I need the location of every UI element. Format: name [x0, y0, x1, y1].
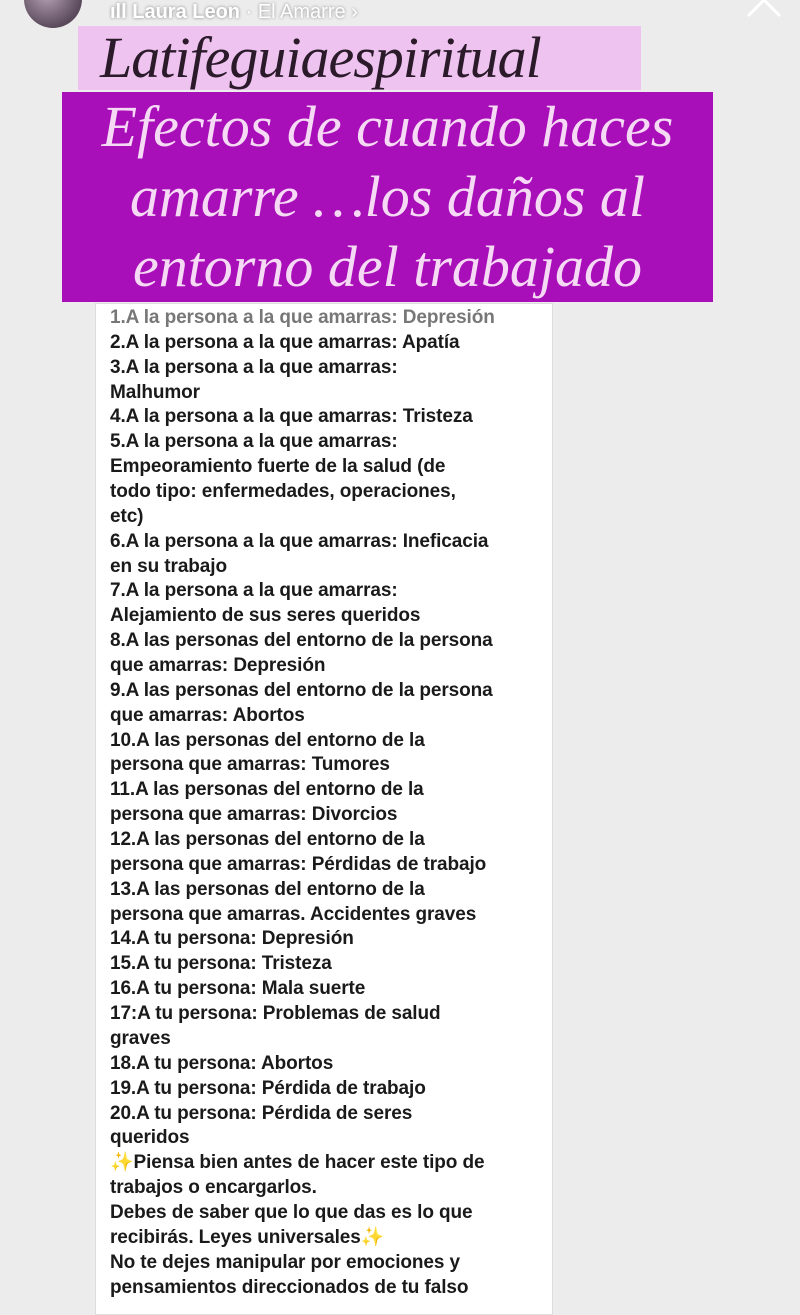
text-line: recibirás. Leyes universales✨	[110, 1226, 385, 1248]
text-line: en su trabajo	[110, 555, 227, 577]
text-line: persona que amarras: Pérdidas de trabajo	[110, 853, 487, 875]
title-banner	[62, 92, 713, 302]
text-line: trabajos o encargarlos.	[110, 1177, 317, 1199]
avatar[interactable]	[24, 0, 82, 28]
text-line: 14.A tu persona: Depresión	[110, 928, 354, 950]
text-line: 18.A tu persona: Abortos	[110, 1052, 334, 1074]
text-line: 1.A la persona a la que amarras: Depresión	[110, 307, 495, 328]
banner-line: Efectos de cuando haces	[101, 94, 674, 159]
text-line: 5.A la persona a la que amarras:	[110, 431, 398, 453]
text-line: 9.A las personas del entorno de la persona	[110, 679, 493, 701]
text-line: etc)	[110, 505, 144, 527]
close-icon[interactable]	[744, 0, 784, 20]
author-name[interactable]: Laura Leon	[132, 1, 241, 23]
text-line: 13.A las personas del entorno de la	[110, 878, 425, 900]
text-line: que amarras: Abortos	[110, 704, 305, 726]
text-line: persona que amarras: Tumores	[110, 754, 390, 776]
text-line: Debes de saber que lo que das es lo que	[110, 1201, 473, 1223]
text-line: 8.A las personas del entorno de la persona	[110, 630, 493, 652]
text-line: 6.A la persona a la que amarras: Ineficacia	[110, 530, 489, 552]
text-line: pensamientos direccionados de tu falso	[110, 1276, 469, 1298]
text-line: 19.A tu persona: Pérdida de trabajo	[110, 1077, 426, 1099]
post-text	[110, 306, 550, 1300]
text-line: Malhumor	[110, 381, 200, 403]
text-line: 16.A tu persona: Mala suerte	[110, 978, 366, 1000]
audio-bars-icon: ıll	[110, 1, 133, 23]
text-line: persona que amarras: Divorcios	[110, 804, 398, 826]
text-line: que amarras: Depresión	[110, 655, 326, 677]
text-line: ✨Piensa bien antes de hacer este tipo de	[110, 1152, 485, 1174]
text-line: 12.A las personas del entorno de la	[110, 829, 425, 851]
banner-line: amarre …los daños al	[129, 164, 646, 229]
story-header[interactable]	[110, 0, 358, 24]
text-line: 7.A la persona a la que amarras:	[110, 580, 398, 602]
text-line: 2.A la persona a la que amarras: Apatía	[110, 331, 460, 353]
text-line: 20.A tu persona: Pérdida de seres	[110, 1102, 413, 1124]
banner-line: entorno del trabajado	[132, 234, 643, 299]
text-line: queridos	[110, 1127, 190, 1149]
brand-text: Latifeguiaespiritual	[100, 25, 541, 90]
text-line: 17:A tu persona: Problemas de salud	[110, 1003, 441, 1025]
text-line: No te dejes manipular por emociones y	[110, 1251, 461, 1273]
text-line: 4.A la persona a la que amarras: Tristeza	[110, 406, 473, 428]
text-line: Empeoramiento fuerte de la salud (de	[110, 456, 446, 478]
text-line: todo tipo: enfermedades, operaciones,	[110, 481, 456, 503]
text-line: persona que amarras. Accidentes graves	[110, 903, 477, 925]
audio-title[interactable]: El Amarre	[257, 1, 346, 23]
text-line: 11.A las personas del entorno de la	[110, 779, 424, 801]
text-line: 15.A tu persona: Tristeza	[110, 953, 332, 975]
text-line: 10.A las personas del entorno de la	[110, 729, 425, 751]
separator: ·	[240, 1, 258, 23]
chevron-right-icon: ›	[351, 1, 358, 23]
text-line: Alejamiento de sus seres queridos	[110, 605, 421, 627]
text-line: 3.A la persona a la que amarras:	[110, 356, 398, 378]
brand-sticker	[78, 26, 641, 90]
text-line: graves	[110, 1027, 171, 1049]
